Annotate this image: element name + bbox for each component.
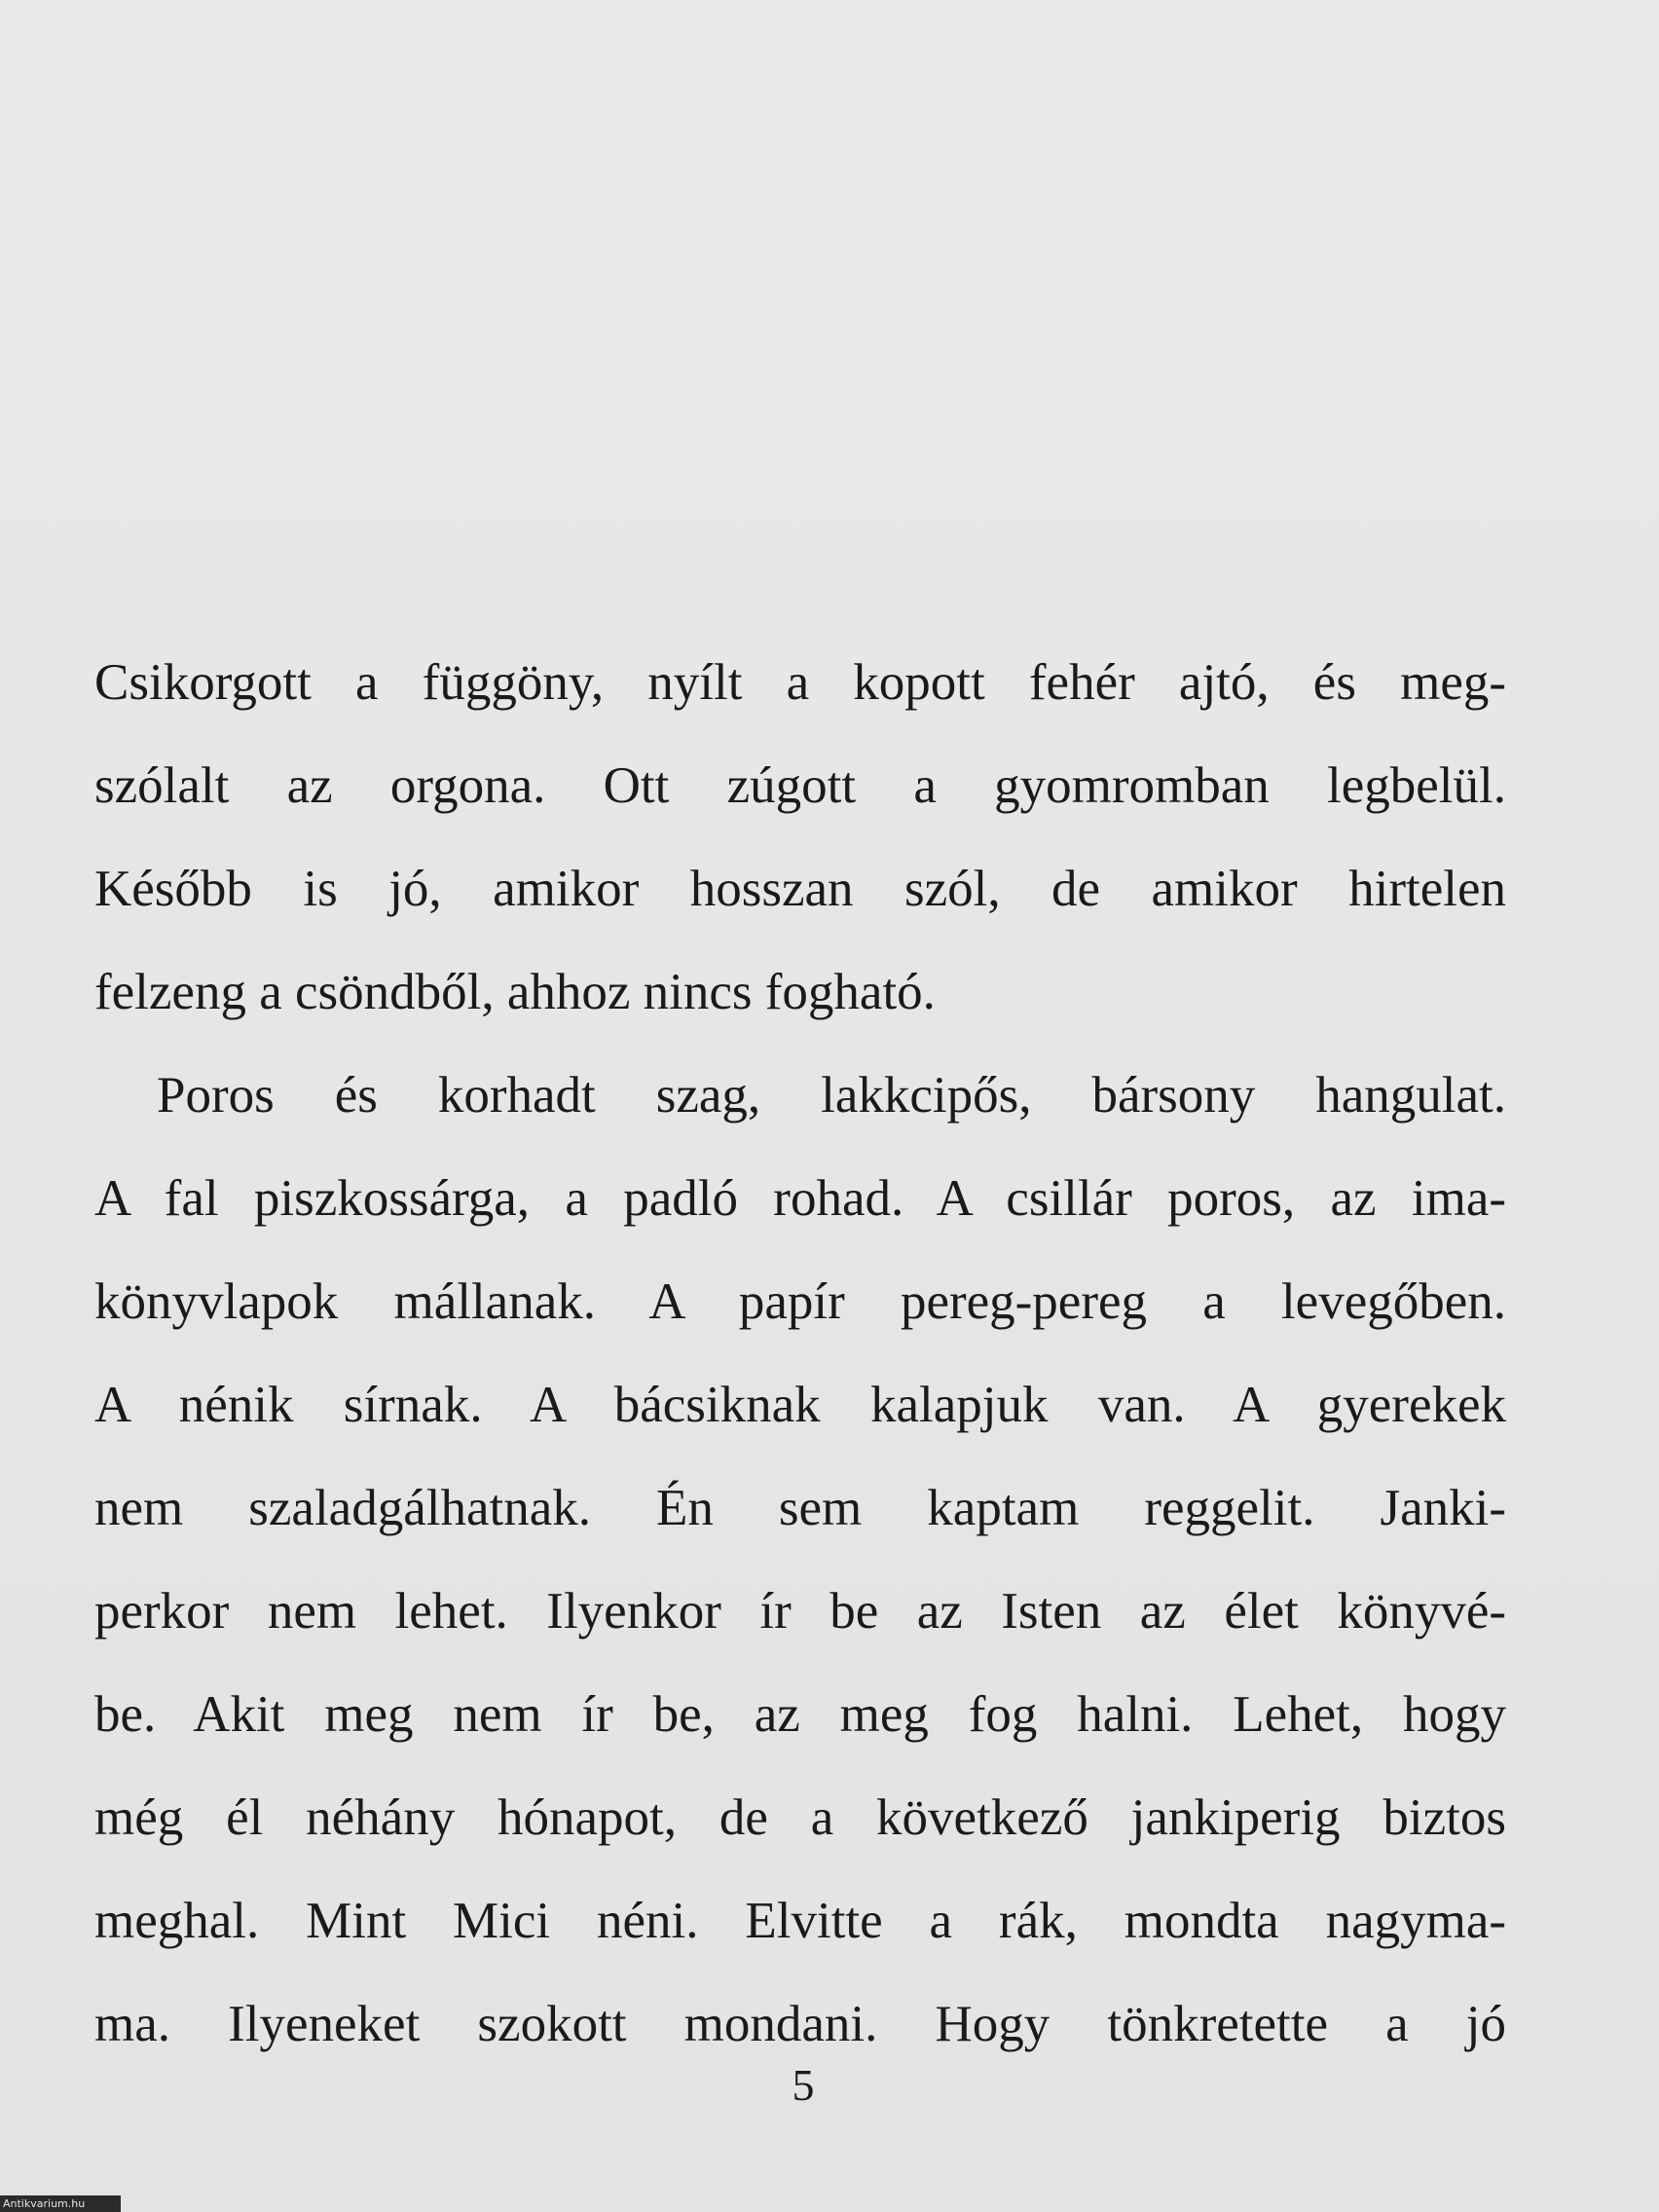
- body-text: [94, 631, 1506, 2076]
- text-line: még él néhány hónapot, de a következő jankiperig biztos: [94, 1789, 1506, 1846]
- page-number: 5: [792, 2060, 815, 2110]
- text-line: Poros és korhadt szag, lakkcipős, bársony hangulat.: [157, 1067, 1506, 1124]
- text-line: meghal. Mint Mici néni. Elvitte a rák, mondta nagyma-: [94, 1893, 1506, 1949]
- text-line: felzeng a csöndből, ahhoz nincs fogható.: [94, 964, 936, 1020]
- text-line: A nénik sírnak. A bácsiknak kalapjuk van. A gyerekek: [94, 1377, 1506, 1433]
- text-line: szólalt az orgona. Ott zúgott a gyomromban legbelül.: [94, 757, 1506, 814]
- watermark: Antikvarium.hu: [0, 2195, 121, 2212]
- text-line: Később is jó, amikor hosszan szól, de amikor hirtelen: [94, 861, 1506, 917]
- paragraph-1: [94, 631, 1506, 1044]
- text-line: nem szaladgálhatnak. Én sem kaptam reggelit. Janki-: [94, 1480, 1506, 1536]
- text-line: be. Akit meg nem ír be, az meg fog halni. Lehet, hogy: [94, 1686, 1506, 1743]
- text-line: perkor nem lehet. Ilyenkor ír be az Isten az élet könyvé-: [94, 1583, 1506, 1640]
- text-line: könyvlapok mállanak. A papír pereg-pereg a levegőben.: [94, 1273, 1506, 1330]
- paragraph-2: [94, 1044, 1506, 2076]
- text-line: ma. Ilyeneket szokott mondani. Hogy tönkretette a jó: [94, 1996, 1506, 2052]
- text-line: A fal piszkossárga, a padló rohad. A csillár poros, az ima-: [94, 1170, 1506, 1227]
- text-line: Csikorgott a függöny, nyílt a kopott fehér ajtó, és meg-: [94, 654, 1506, 711]
